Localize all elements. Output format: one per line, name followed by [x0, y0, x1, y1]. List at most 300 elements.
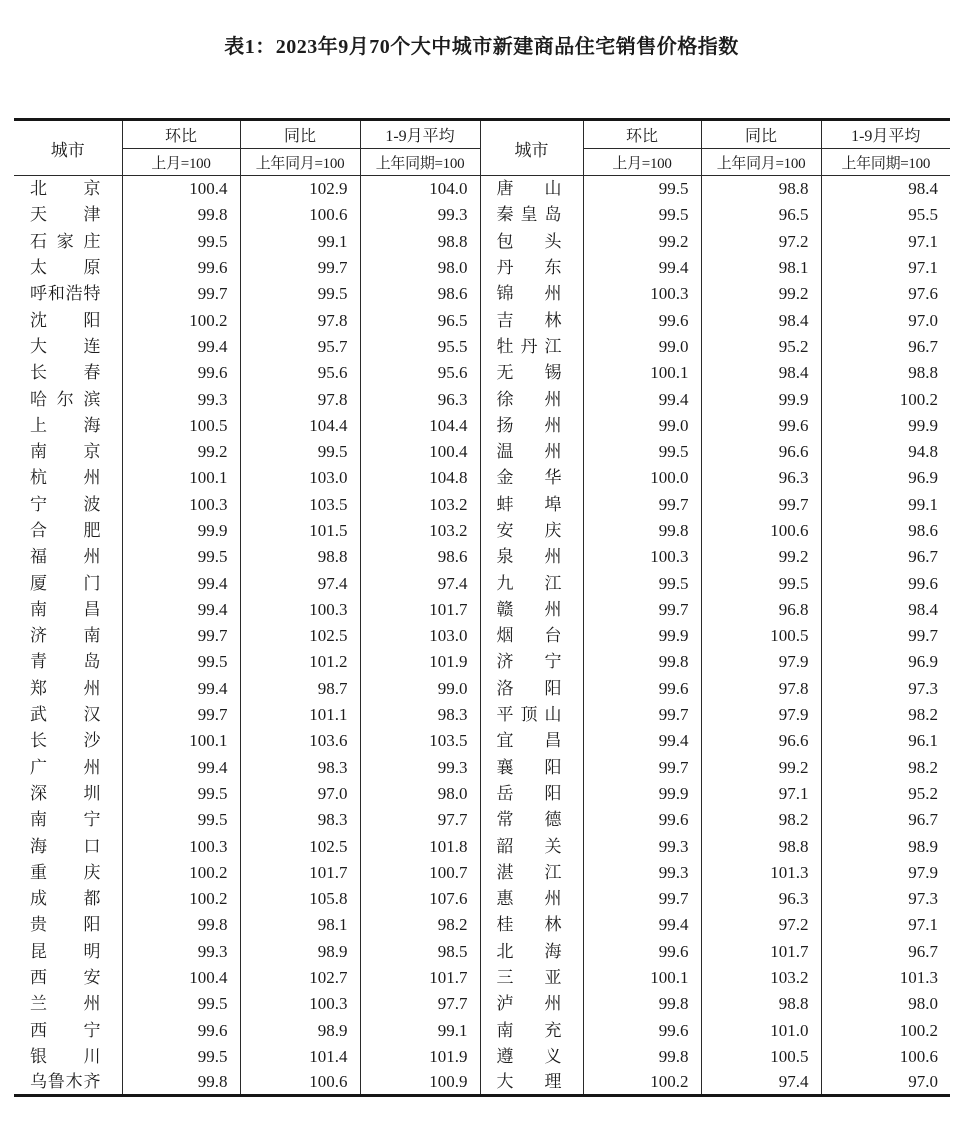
city-name-cell: 韶关	[480, 833, 583, 859]
index-value-cell: 100.6	[240, 202, 360, 228]
table-row	[14, 254, 950, 280]
table-row	[14, 412, 950, 438]
index-value-cell: 99.5	[122, 544, 240, 570]
index-value-cell: 98.4	[821, 596, 950, 622]
index-value-cell: 99.0	[360, 675, 480, 701]
index-value-cell: 97.8	[701, 675, 821, 701]
index-value-cell: 97.1	[821, 228, 950, 254]
index-value-cell: 99.6	[821, 570, 950, 596]
city-name-cell: 襄阳	[480, 754, 583, 780]
index-value-cell: 100.1	[122, 465, 240, 491]
city-name-cell: 成都	[30, 889, 101, 909]
index-value-cell: 97.9	[701, 701, 821, 727]
index-value-cell: 98.8	[360, 228, 480, 254]
column-header-avg-right: 1-9月平均	[821, 120, 950, 149]
table-row	[14, 886, 950, 912]
index-value-cell: 99.0	[583, 412, 701, 438]
index-value-cell: 98.8	[240, 544, 360, 570]
index-value-cell: 96.6	[701, 438, 821, 464]
column-subheader-yoy-base-right: 上年同月=100	[701, 149, 821, 176]
index-value-cell: 103.2	[360, 491, 480, 517]
column-header-yoy-left: 同比	[240, 120, 360, 149]
city-name-cell: 泸州	[480, 991, 583, 1017]
index-value-cell: 96.7	[821, 938, 950, 964]
index-value-cell: 99.6	[701, 412, 821, 438]
index-value-cell: 97.8	[240, 307, 360, 333]
index-value-cell: 99.9	[122, 517, 240, 543]
index-value-cell: 97.0	[821, 307, 950, 333]
index-value-cell: 97.4	[360, 570, 480, 596]
table-row	[14, 754, 950, 780]
index-value-cell: 99.6	[583, 807, 701, 833]
table-row	[14, 438, 950, 464]
index-value-cell: 98.3	[360, 701, 480, 727]
index-value-cell: 99.7	[701, 491, 821, 517]
index-value-cell: 99.7	[583, 886, 701, 912]
index-value-cell: 100.2	[122, 307, 240, 333]
city-name-cell: 吉林	[480, 307, 583, 333]
index-value-cell: 99.5	[583, 570, 701, 596]
index-value-cell: 97.0	[821, 1070, 950, 1096]
index-value-cell: 98.6	[821, 517, 950, 543]
index-value-cell: 98.6	[360, 544, 480, 570]
index-value-cell: 99.2	[122, 438, 240, 464]
table-row	[14, 623, 950, 649]
index-value-cell: 99.7	[122, 623, 240, 649]
index-value-cell: 103.0	[240, 465, 360, 491]
index-value-cell: 99.3	[360, 754, 480, 780]
column-subheader-avg-base-right: 上年同期=100	[821, 149, 950, 176]
table-row	[14, 859, 950, 885]
index-value-cell: 104.4	[360, 412, 480, 438]
index-value-cell: 99.7	[240, 254, 360, 280]
index-value-cell: 102.7	[240, 964, 360, 990]
city-name-cell: 福州	[30, 547, 101, 567]
city-name-cell: 桂林	[480, 912, 583, 938]
city-name-cell: 扬州	[480, 412, 583, 438]
city-name-cell: 无锡	[480, 360, 583, 386]
index-value-cell: 101.4	[240, 1043, 360, 1069]
index-value-cell: 100.2	[583, 1070, 701, 1096]
index-value-cell: 97.4	[701, 1070, 821, 1096]
index-value-cell: 96.9	[821, 465, 950, 491]
index-value-cell: 107.6	[360, 886, 480, 912]
index-value-cell: 99.3	[583, 859, 701, 885]
city-name-cell: 惠州	[480, 886, 583, 912]
table-row	[14, 386, 950, 412]
column-header-avg-left: 1-9月平均	[360, 120, 480, 149]
index-value-cell: 97.3	[821, 886, 950, 912]
index-value-cell: 98.3	[240, 807, 360, 833]
index-value-cell: 100.1	[583, 964, 701, 990]
index-value-cell: 98.0	[360, 780, 480, 806]
city-name-cell: 烟台	[480, 623, 583, 649]
city-name-cell: 洛阳	[480, 675, 583, 701]
city-name-cell: 常德	[480, 807, 583, 833]
page-title: 表1：2023年9月70个大中城市新建商品住宅销售价格指数	[224, 36, 739, 58]
index-value-cell: 100.9	[360, 1070, 480, 1096]
index-value-cell: 99.4	[583, 254, 701, 280]
index-value-cell: 99.1	[360, 1017, 480, 1043]
index-value-cell: 100.6	[821, 1043, 950, 1069]
city-name-cell: 厦门	[30, 573, 101, 593]
index-value-cell: 100.5	[701, 1043, 821, 1069]
index-value-cell: 96.7	[821, 807, 950, 833]
city-name-cell: 九江	[480, 570, 583, 596]
city-name-cell: 杭州	[30, 468, 101, 488]
index-value-cell: 96.6	[701, 728, 821, 754]
index-value-cell: 99.8	[583, 649, 701, 675]
table-row	[14, 912, 950, 938]
index-value-cell: 104.4	[240, 412, 360, 438]
table-row	[14, 1017, 950, 1043]
index-value-cell: 100.3	[122, 833, 240, 859]
city-name-cell: 昆明	[30, 941, 101, 961]
index-value-cell: 96.9	[821, 649, 950, 675]
city-name-cell: 天津	[30, 205, 101, 225]
index-value-cell: 99.2	[701, 544, 821, 570]
city-name-cell: 银川	[30, 1046, 101, 1066]
index-value-cell: 99.9	[821, 412, 950, 438]
index-value-cell: 101.3	[701, 859, 821, 885]
index-value-cell: 99.8	[122, 912, 240, 938]
index-value-cell: 100.2	[122, 886, 240, 912]
index-value-cell: 96.8	[701, 596, 821, 622]
index-value-cell: 97.2	[701, 912, 821, 938]
index-value-cell: 99.5	[122, 807, 240, 833]
index-value-cell: 101.3	[821, 964, 950, 990]
city-name-cell: 牡丹江	[480, 333, 583, 359]
index-value-cell: 99.5	[122, 649, 240, 675]
city-name-cell: 南京	[30, 442, 101, 462]
index-value-cell: 100.3	[122, 491, 240, 517]
city-name-cell: 湛江	[480, 859, 583, 885]
index-value-cell: 99.5	[122, 780, 240, 806]
city-name-cell: 南充	[480, 1017, 583, 1043]
index-value-cell: 98.4	[701, 307, 821, 333]
index-value-cell: 98.1	[240, 912, 360, 938]
index-value-cell: 100.1	[122, 728, 240, 754]
table-row	[14, 833, 950, 859]
city-name-cell: 大连	[30, 336, 101, 356]
index-value-cell: 101.9	[360, 1043, 480, 1069]
index-value-cell: 99.6	[122, 360, 240, 386]
index-value-cell: 100.3	[240, 596, 360, 622]
index-value-cell: 96.5	[360, 307, 480, 333]
column-subheader-yoy-base-left: 上年同月=100	[240, 149, 360, 176]
city-name-cell: 兰州	[30, 994, 101, 1014]
index-value-cell: 99.5	[583, 176, 701, 202]
index-value-cell: 99.8	[122, 1070, 240, 1096]
table-row	[14, 176, 950, 202]
index-value-cell: 94.8	[821, 438, 950, 464]
index-value-cell: 98.0	[821, 991, 950, 1017]
city-name-cell: 安庆	[480, 517, 583, 543]
index-value-cell: 99.6	[122, 254, 240, 280]
city-name-cell: 哈尔滨	[30, 389, 101, 409]
index-value-cell: 98.9	[240, 938, 360, 964]
city-name-cell: 西宁	[30, 1020, 101, 1040]
index-value-cell: 100.4	[360, 438, 480, 464]
index-value-cell: 99.9	[583, 780, 701, 806]
index-value-cell: 98.4	[821, 176, 950, 202]
column-header-mom-right: 环比	[583, 120, 701, 149]
table-row	[14, 938, 950, 964]
table-row	[14, 701, 950, 727]
index-value-cell: 98.2	[821, 754, 950, 780]
index-value-cell: 97.0	[240, 780, 360, 806]
index-value-cell: 98.1	[701, 254, 821, 280]
city-name-cell: 北海	[480, 938, 583, 964]
table-row	[14, 780, 950, 806]
index-value-cell: 99.0	[583, 333, 701, 359]
table-row	[14, 333, 950, 359]
index-value-cell: 99.5	[240, 281, 360, 307]
index-value-cell: 97.6	[821, 281, 950, 307]
index-value-cell: 99.7	[122, 281, 240, 307]
index-value-cell: 98.8	[821, 360, 950, 386]
city-name-cell: 青岛	[30, 652, 101, 672]
index-value-cell: 99.6	[122, 1017, 240, 1043]
index-value-cell: 99.6	[583, 938, 701, 964]
index-value-cell: 97.9	[701, 649, 821, 675]
city-name-cell: 太原	[30, 258, 101, 278]
table-row	[14, 728, 950, 754]
city-name-cell: 武汉	[30, 705, 101, 725]
index-value-cell: 99.3	[360, 202, 480, 228]
index-value-cell: 103.5	[360, 728, 480, 754]
city-name-cell: 石家庄	[30, 231, 101, 251]
index-value-cell: 102.5	[240, 623, 360, 649]
index-value-cell: 96.1	[821, 728, 950, 754]
column-subheader-mom-base-right: 上月=100	[583, 149, 701, 176]
index-value-cell: 99.5	[583, 438, 701, 464]
index-value-cell: 103.5	[240, 491, 360, 517]
table-row	[14, 228, 950, 254]
index-value-cell: 100.5	[701, 623, 821, 649]
table-row	[14, 807, 950, 833]
index-value-cell: 96.3	[360, 386, 480, 412]
index-value-cell: 97.9	[821, 859, 950, 885]
city-name-cell: 合肥	[30, 521, 101, 540]
index-value-cell: 96.5	[701, 202, 821, 228]
index-value-cell: 101.1	[240, 701, 360, 727]
index-value-cell: 95.5	[821, 202, 950, 228]
index-value-cell: 98.5	[360, 938, 480, 964]
index-value-cell: 100.3	[583, 544, 701, 570]
index-value-cell: 100.2	[821, 1017, 950, 1043]
index-value-cell: 100.4	[122, 964, 240, 990]
city-name-cell: 长春	[30, 363, 101, 383]
index-value-cell: 98.3	[240, 754, 360, 780]
table-row	[14, 570, 950, 596]
city-name-cell: 西安	[30, 968, 101, 988]
table-body	[14, 176, 950, 1096]
index-value-cell: 98.8	[701, 833, 821, 859]
index-value-cell: 98.7	[240, 675, 360, 701]
index-value-cell: 98.8	[701, 176, 821, 202]
index-value-cell: 104.8	[360, 465, 480, 491]
index-value-cell: 95.6	[360, 360, 480, 386]
index-value-cell: 100.3	[240, 991, 360, 1017]
index-value-cell: 100.5	[122, 412, 240, 438]
index-value-cell: 103.6	[240, 728, 360, 754]
index-value-cell: 98.2	[360, 912, 480, 938]
city-name-cell: 贵阳	[30, 915, 101, 935]
index-value-cell: 98.4	[701, 360, 821, 386]
index-value-cell: 99.2	[701, 754, 821, 780]
table-row	[14, 307, 950, 333]
index-value-cell: 99.4	[583, 912, 701, 938]
index-value-cell: 101.8	[360, 833, 480, 859]
index-value-cell: 100.2	[821, 386, 950, 412]
index-value-cell: 97.7	[360, 991, 480, 1017]
column-subheader-mom-base-left: 上月=100	[122, 149, 240, 176]
price-index-table	[14, 118, 950, 1097]
index-value-cell: 100.7	[360, 859, 480, 885]
city-name-cell: 深圳	[30, 783, 101, 803]
city-name-cell: 三亚	[480, 964, 583, 990]
index-value-cell: 101.9	[360, 649, 480, 675]
index-value-cell: 99.8	[583, 517, 701, 543]
index-value-cell: 99.1	[821, 491, 950, 517]
table-row	[14, 1043, 950, 1069]
index-value-cell: 105.8	[240, 886, 360, 912]
index-value-cell: 99.9	[701, 386, 821, 412]
index-value-cell: 96.3	[701, 886, 821, 912]
index-value-cell: 100.4	[122, 176, 240, 202]
city-name-cell: 温州	[480, 438, 583, 464]
index-value-cell: 99.5	[122, 991, 240, 1017]
index-value-cell: 100.2	[122, 859, 240, 885]
index-value-cell: 99.6	[583, 675, 701, 701]
index-value-cell: 99.8	[583, 991, 701, 1017]
index-value-cell: 103.2	[701, 964, 821, 990]
index-value-cell: 99.8	[122, 202, 240, 228]
city-name-cell: 北京	[30, 179, 101, 199]
column-subheader-avg-base-left: 上年同期=100	[360, 149, 480, 176]
table-row	[14, 649, 950, 675]
index-value-cell: 99.7	[821, 623, 950, 649]
index-value-cell: 99.4	[122, 596, 240, 622]
index-value-cell: 99.4	[122, 570, 240, 596]
index-value-cell: 98.9	[821, 833, 950, 859]
index-value-cell: 100.6	[240, 1070, 360, 1096]
index-value-cell: 104.0	[360, 176, 480, 202]
index-value-cell: 99.2	[583, 228, 701, 254]
index-value-cell: 102.9	[240, 176, 360, 202]
index-value-cell: 97.8	[240, 386, 360, 412]
city-name-cell: 包头	[480, 228, 583, 254]
index-value-cell: 99.5	[701, 570, 821, 596]
index-value-cell: 103.2	[360, 517, 480, 543]
table-row	[14, 281, 950, 307]
index-value-cell: 98.0	[360, 254, 480, 280]
index-value-cell: 99.3	[122, 386, 240, 412]
index-value-cell: 101.7	[240, 859, 360, 885]
index-value-cell: 99.7	[583, 701, 701, 727]
city-name-cell: 呼和浩特	[30, 284, 101, 304]
city-name-cell: 蚌埠	[480, 491, 583, 517]
index-value-cell: 99.7	[583, 754, 701, 780]
index-value-cell: 95.6	[240, 360, 360, 386]
city-name-cell: 锦州	[480, 281, 583, 307]
index-value-cell: 100.0	[583, 465, 701, 491]
index-value-cell: 99.2	[701, 281, 821, 307]
city-name-cell: 上海	[30, 415, 101, 435]
index-value-cell: 102.5	[240, 833, 360, 859]
index-value-cell: 99.3	[583, 833, 701, 859]
city-name-cell: 海口	[30, 836, 101, 856]
index-value-cell: 101.0	[701, 1017, 821, 1043]
city-name-cell: 徐州	[480, 386, 583, 412]
column-header-city-left: 城市	[14, 120, 122, 176]
city-name-cell: 平顶山	[480, 701, 583, 727]
table-row	[14, 964, 950, 990]
index-value-cell: 96.7	[821, 333, 950, 359]
index-value-cell: 100.6	[701, 517, 821, 543]
index-value-cell: 98.9	[240, 1017, 360, 1043]
index-value-cell: 97.2	[701, 228, 821, 254]
column-header-mom-left: 环比	[122, 120, 240, 149]
index-value-cell: 99.1	[240, 228, 360, 254]
table-row	[14, 202, 950, 228]
index-value-cell: 99.9	[583, 623, 701, 649]
table-row	[14, 675, 950, 701]
index-value-cell: 99.5	[122, 1043, 240, 1069]
index-value-cell: 97.1	[821, 912, 950, 938]
city-name-cell: 唐山	[480, 176, 583, 202]
index-value-cell: 101.5	[240, 517, 360, 543]
index-value-cell: 99.7	[122, 701, 240, 727]
city-name-cell: 郑州	[30, 678, 101, 698]
city-name-cell: 济宁	[480, 649, 583, 675]
index-value-cell: 99.4	[122, 675, 240, 701]
index-value-cell: 98.2	[701, 807, 821, 833]
index-value-cell: 96.3	[701, 465, 821, 491]
index-value-cell: 101.7	[360, 964, 480, 990]
table-row	[14, 491, 950, 517]
index-value-cell: 103.0	[360, 623, 480, 649]
table-header	[14, 120, 950, 176]
city-name-cell: 宜昌	[480, 728, 583, 754]
index-value-cell: 96.7	[821, 544, 950, 570]
city-name-cell: 秦皇岛	[480, 202, 583, 228]
city-name-cell: 长沙	[30, 731, 101, 751]
city-name-cell: 丹东	[480, 254, 583, 280]
index-value-cell: 99.4	[122, 333, 240, 359]
index-value-cell: 97.7	[360, 807, 480, 833]
index-value-cell: 99.7	[583, 596, 701, 622]
index-value-cell: 99.4	[583, 386, 701, 412]
index-value-cell: 101.7	[701, 938, 821, 964]
city-name-cell: 金华	[480, 465, 583, 491]
index-value-cell: 97.1	[821, 254, 950, 280]
index-value-cell: 100.1	[583, 360, 701, 386]
index-value-cell: 95.2	[701, 333, 821, 359]
city-name-cell: 遵义	[480, 1043, 583, 1069]
city-name-cell: 南宁	[30, 810, 101, 830]
index-value-cell: 95.5	[360, 333, 480, 359]
city-name-cell: 乌鲁木齐	[30, 1072, 101, 1092]
city-name-cell: 南昌	[30, 599, 101, 619]
table-row	[14, 544, 950, 570]
column-header-yoy-right: 同比	[701, 120, 821, 149]
index-value-cell: 99.5	[583, 202, 701, 228]
table-row	[14, 1070, 950, 1096]
city-name-cell: 广州	[30, 757, 101, 777]
city-name-cell: 赣州	[480, 596, 583, 622]
